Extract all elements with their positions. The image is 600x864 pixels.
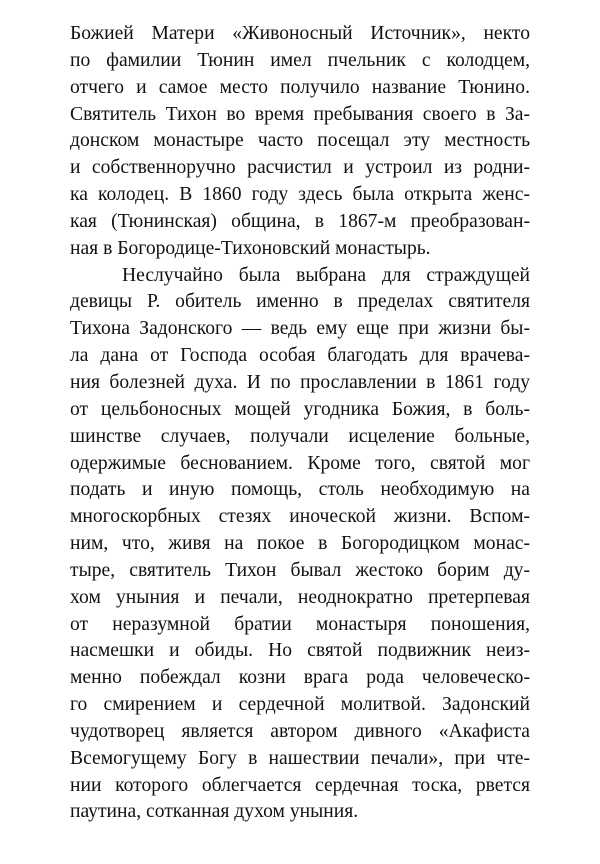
text-line: шинстве случаев, получали исцеление больные, (70, 425, 530, 447)
body-text (70, 21, 530, 826)
text-line: многоскорбных стезях иноческой жизни. Вспом- (70, 506, 530, 528)
text-line: паутина, сотканная духом уныния. (70, 801, 359, 823)
text-line: ла дана от Господа особая благодать для врачева- (70, 345, 530, 367)
text-line: нии которого облегчается сердечная тоска, рвется (70, 774, 530, 796)
text-line: кая (Тюнинская) община, в 1867-м преобразован- (70, 210, 530, 232)
text-line: и собственноручно расчистил и устроил из родни- (70, 157, 530, 179)
paragraph-2 (70, 263, 530, 827)
text-line: ния болезней духа. И по прославлении в 1861 году (70, 371, 530, 393)
text-line: Всемогущему Богу в нашествии печали», при чте- (70, 747, 530, 769)
text-line: ним, что, живя на покое в Богородицком монас- (70, 533, 530, 555)
text-line: насмешки и обиды. Но святой подвижник неиз- (70, 640, 530, 662)
text-line: менно побеждал козни врага рода человеческо- (70, 667, 530, 689)
paragraph-1 (70, 21, 530, 263)
text-line: девицы Р. обитель именно в пределах святителя (70, 291, 530, 313)
text-line: чудотворец является автором дивного «Акафиста (70, 720, 530, 742)
text-line: хом уныния и печали, неоднократно претерпевая (70, 586, 530, 608)
text-line: тыре, святитель Тихон бывал жестоко борим ду- (70, 559, 530, 581)
text-line: ная в Богородице-Тихоновский монастырь. (70, 237, 431, 259)
text-line: по фамилии Тюнин имел пчельник с колодцем, (70, 49, 530, 71)
text-line: Божией Матери «Живоносный Источник», некто (70, 23, 530, 44)
text-line: от цельбоносных мощей угодника Божия, в боль- (70, 398, 530, 420)
text-line: от неразумной братии монастыря поношения, (70, 613, 530, 635)
text-line: ка колодец. В 1860 году здесь была открыта женс- (70, 184, 530, 206)
text-line: Тихона Задонского — ведь ему еще при жизни бы- (70, 318, 530, 340)
text-line: Святитель Тихон во время пребывания своего в За- (70, 103, 530, 125)
text-line: го смирением и сердечной молитвой. Задонский (70, 694, 530, 716)
text-line: подать и иную помощь, столь необходимую на (70, 479, 530, 501)
text-line: одержимые беснованием. Кроме того, святой мог (70, 452, 530, 474)
text-line: Неслучайно была выбрана для страждущей (122, 264, 530, 286)
text-line: донском монастыре часто посещал эту местность (70, 130, 530, 152)
text-line: отчего и самое место получило название Тюнино. (70, 76, 530, 98)
